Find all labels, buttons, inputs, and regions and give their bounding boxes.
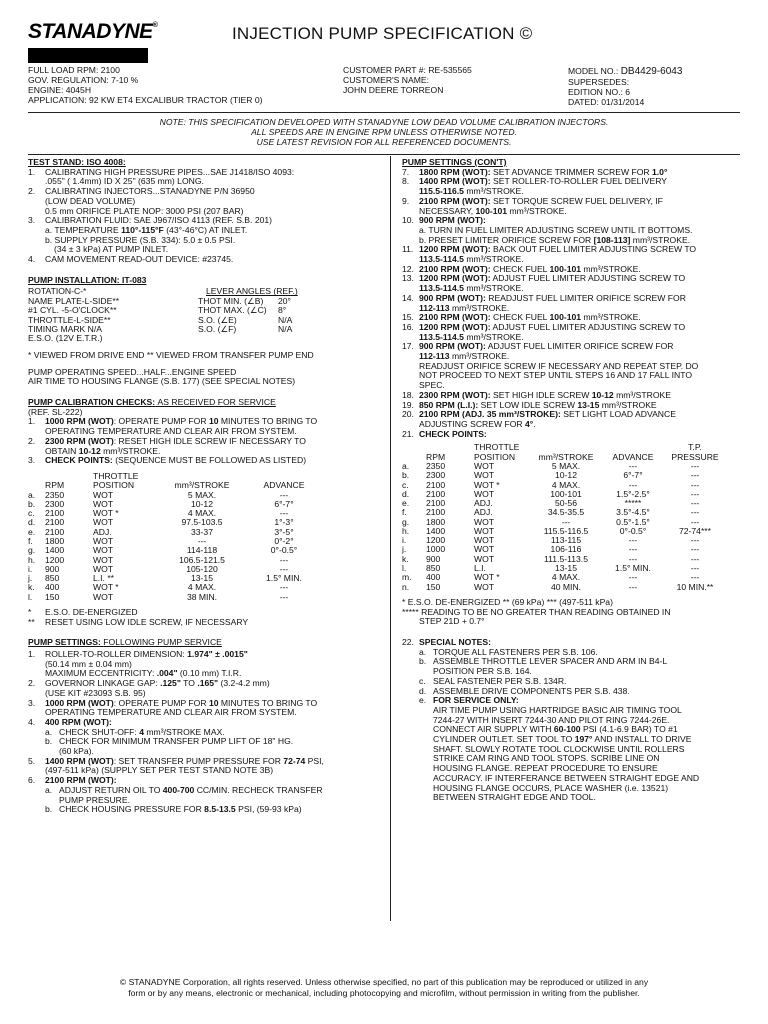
- column-divider: [390, 156, 391, 921]
- table-cell: ---: [628, 581, 638, 592]
- spec-note: NOTE: THIS SPECIFICATION DEVELOPED WITH STANADYNE LOW DEAD VOLUME CALIBRATION INJECTORS. ALL SPEEDS ARE IN ENGINE RPM UNLESS OTHERWISE NOTED. USE LATEST REVISION FOR ALL REFERENCED DOCUMENTS.: [159, 117, 609, 147]
- table-cell: 10-12: [555, 470, 577, 481]
- column-header: ADVANCE: [612, 451, 654, 462]
- full-load-rpm: FULL LOAD RPM: 2100: [28, 65, 120, 75]
- table-cell: ---: [279, 591, 289, 602]
- table-cell: ADJ.: [93, 526, 112, 537]
- registered-mark: ®: [152, 22, 158, 29]
- left-column: [28, 158, 384, 819]
- table-cell: WOT: [93, 554, 114, 565]
- table-cell: 105-120: [186, 563, 218, 574]
- table-cell: 2300: [45, 498, 65, 509]
- table-cell: 38 MIN.: [186, 591, 218, 602]
- table-cell: 1.5° MIN.: [266, 573, 302, 584]
- table-cell: 1.5°-2.5°: [616, 488, 650, 499]
- table-cell: WOT: [474, 470, 495, 481]
- table-cell: ---: [628, 553, 638, 564]
- table-cell: WOT: [93, 591, 114, 602]
- lever-angle-table: NAME PLATE-L-SIDE** THOT MIN. (∠B) 20° #1 CYL. -5-O'CLOCK** THOT MAX. (∠C) 8° THROTTLE-L-SIDE** S.O. (∠E) N/A TIMING MARK N/A S.O. (∠F) N/A: [28, 296, 293, 334]
- table-cell: 50-56: [555, 498, 577, 509]
- table-cell: 97.5-103.5: [181, 517, 223, 528]
- table-cell: 2100: [45, 508, 65, 519]
- table-cell: g.: [28, 545, 36, 556]
- table-cell: WOT: [474, 516, 495, 527]
- table-cell: 1000: [426, 544, 446, 555]
- table-cell: k.: [402, 553, 409, 564]
- table-cell: ---: [690, 498, 700, 509]
- table-cell: 2350: [426, 460, 446, 471]
- column-header: mm³/STROKE: [174, 480, 230, 491]
- table-row: [402, 583, 726, 592]
- pump-settings-heading: PUMP SETTINGS: FOLLOWING PUMP SERVICE: [28, 637, 222, 648]
- table-cell: *****: [624, 498, 642, 509]
- table-cell: 2100: [426, 498, 446, 509]
- table-cell: d.: [28, 517, 36, 528]
- table-cell: 4 MAX.: [187, 582, 217, 593]
- column-header: [402, 443, 426, 462]
- table-cell: 1.5° MIN.: [615, 563, 651, 574]
- table-cell: 40 MIN.: [550, 581, 582, 592]
- pump-settings-cont-heading: PUMP SETTINGS (CON'T): [402, 157, 507, 167]
- column-header: THROTTLE POSITION: [474, 442, 520, 462]
- model-number-value: DB4429-6043: [620, 66, 683, 77]
- table-cell: WOT: [474, 553, 495, 564]
- table-cell: g.: [402, 516, 410, 527]
- edition: EDITION NO.: 6: [568, 86, 631, 97]
- table-cell: WOT: [93, 535, 114, 546]
- test-stand-heading: TEST STAND: ISO 4008:: [28, 157, 126, 167]
- table-cell: ---: [690, 479, 700, 490]
- table-cell: WOT *: [93, 582, 119, 593]
- table-cell: ADJ.: [474, 498, 493, 509]
- stanadyne-logo: [28, 20, 158, 63]
- table-cell: f.: [28, 535, 33, 546]
- table-cell: 106.5-121.5: [179, 554, 225, 565]
- table-cell: WOT: [474, 544, 495, 555]
- table-cell: 0°-0.5°: [619, 525, 647, 536]
- table-cell: b.: [28, 498, 36, 509]
- table-cell: ---: [690, 470, 700, 481]
- application: APPLICATION: 92 KW ET4 EXCALIBUR TRACTOR (TIER 0): [28, 94, 263, 105]
- table-cell: 111.5-113.5: [544, 553, 588, 564]
- table-cell: WOT: [474, 581, 495, 592]
- table-cell: 1400: [426, 525, 446, 536]
- table-row: [28, 574, 319, 583]
- table-cell: 900: [426, 553, 441, 564]
- table-cell: 100-101: [550, 488, 582, 499]
- table-cell: WOT: [93, 517, 114, 528]
- customer-part: CUSTOMER PART #: RE-535565: [343, 65, 472, 75]
- table-cell: 114-118: [186, 545, 218, 556]
- table-cell: 1°-3°: [274, 517, 294, 528]
- column-header: mm³/STROKE: [538, 451, 594, 462]
- table-cell: ---: [690, 507, 700, 518]
- table-cell: ---: [690, 572, 700, 583]
- column-header: RPM: [426, 451, 446, 462]
- table-cell: 6°-7°: [274, 498, 294, 509]
- table-row: [28, 556, 319, 565]
- table-cell: j.: [402, 544, 407, 555]
- table-cell: 4 MAX.: [551, 479, 581, 490]
- supersedes: SUPERSEDES:: [568, 76, 630, 87]
- table-cell: ---: [561, 516, 571, 527]
- table-cell: 1200: [426, 535, 446, 546]
- table-cell: ---: [690, 563, 700, 574]
- calibration-heading: PUMP CALIBRATION CHECKS: AS RECEIVED FOR SERVICE: [28, 397, 276, 408]
- table-cell: ---: [690, 535, 700, 546]
- table-cell: 6°-7°: [623, 470, 643, 481]
- gov-regulation: GOV. REGULATION: 7-10 %: [28, 74, 139, 85]
- table-cell: 0°-2°: [274, 535, 294, 546]
- table-cell: L.I.: [474, 563, 486, 574]
- table-cell: ---: [628, 479, 638, 490]
- table-cell: 0°-0.5°: [270, 545, 298, 556]
- column-header: ADVANCE: [263, 480, 305, 491]
- table-cell: 3.5°-4.5°: [616, 507, 650, 518]
- table-cell: e.: [402, 498, 410, 509]
- dated: DATED: 01/31/2014: [568, 96, 645, 107]
- table-cell: 2350: [45, 489, 65, 500]
- table-cell: 2100: [426, 479, 446, 490]
- table-row: [28, 500, 319, 509]
- table-cell: WOT: [474, 525, 495, 536]
- table-cell: l.: [28, 591, 33, 602]
- table-row: [28, 583, 319, 592]
- right-column: [402, 158, 742, 807]
- installation-section: PUMP INSTALLATION: IT-083 ROTATION-C-* LEVER ANGLES (REF.) NAME PLATE-L-SIDE** THOT MIN. (∠B) 20° #1 CYL. -5-O'CLOCK** THOT MAX. (∠C) 8° THROTTLE-L-SIDE** S.O. (∠E) N/A TIMING MARK N/A S.O. (∠F) N/A E.S.O. (12V E.T.R.) * VIEWED FROM DRIVE END ** VIEWED FROM TRANSFER PUMP END PUMP OPERATING SPEED...HALF...ENGINE SPEED AIR TIME TO HOUSING FLANGE (S.B. 177) (SEE SPECIAL NOTES): [28, 276, 384, 387]
- pump-settings-cont-section: PUMP SETTINGS (CON'T) 7. 1800 RPM (WOT): SET ADVANCE TRIMMER SCREW FOR 1.0° 8. 1400 RPM (WOT): SET ROLLER-TO-ROLLER FUEL DELIVERY 115.5-116.5 mm³/STROKE. 9. 2100 RPM (WOT): SET TORQUE SCREW FUEL DELIVERY, IF NECESSARY, 100-101 mm³/STROKE. 10. 900 RPM (WOT): a. TURN IN FUEL LIMITER ADJUSTING SCREW UNTIL IT BOTTOMS. b. PRESET LIMITER ORIFICE SCREW FOR [108-113] mm³/STROKE. 11. 1200 RPM (WOT): BACK OUT FUEL LIMITER ADJUSTING SCREW TO 113.5-114.5 mm³/STROKE. 12. 2100 RPM (WOT): CHECK FUEL 100-101 mm³/STROKE. 13. 1200 RPM (WOT): ADJUST FUEL LIMITER ADJUSTING SCREW TO 113.5-114.5 mm³/STROKE. 14. 900 RPM (WOT): READJUST FUEL LIMITER ORIFICE SCREW FOR 112-113 mm³/STROKE. 15. 2100 RPM (WOT): CHECK FUEL 100-101 mm³/STROKE. 16. 1200 RPM (WOT): ADJUST FUEL LIMITER ADJUSTING SCREW TO 113.5-114.5 mm³/STROKE. 17. 900 RPM (WOT): ADJUST FUEL LIMITER ORIFICE SCREW FOR 112-113 mm³/STROKE. READJUST ORIFICE SCREW IF NECESSARY AND REPEAT STEP. DO NOT PROCEED TO NEXT STEP UNTIL STEPS 16 AND 17 FALL INTO SPEC. 18. 2300 RPM (WOT): SET HIGH IDLE SCREW 10-12 mm³/STROKE 19. 850 RPM (L.I.): SET LOW IDLE SCREW 13-15 mm³/STROKE 20. 2100 RPM (ADJ. 35 mm³/STROKE): SET LIGHT LOAD ADVANCE ADJUSTING SCREW FOR 4°. 21. CHECK POINTS: RPM THROTTLE POSITION mm³/STROKE ADVANCE T.P. PRESSURE a. 2350 WOT 5 MAX. --- --- b. 2300 WOT 10-12 6°-7° --- c. 2100 WOT * 4 MAX. --- --- d. 2100 WOT 100-101 1.5°-2.5° --- e. 2100 ADJ. 50-56 ***** --- f. 2100 ADJ. 34.5-35.5 3.5°-4.5° --- g. 1800 WOT --- 0.5°-1.5° --- h. 1400 WOT 115.5-116.5 0°-0.5° 72-74*** i. 1200 WOT 113-115 --- --- j. 1000 WOT 106-116 --- --- k. 900 WOT 111.5-113.5 --- --- l. 850 L.I. 13-15 1.5° MIN. --- m. 400 WOT * 4 MAX. --- --- n. 150 WOT 40 MIN. --- 10 MIN.** * E.S.O. DE-ENERGIZED ** (69 kPa) *** (497-511 kPa) ***** READING TO BE NO GREATER THAN READING OBTAINED IN STEP 21D + 0.7°: [402, 158, 742, 627]
- table-cell: L.I. **: [93, 573, 115, 584]
- header-rule: [28, 112, 740, 113]
- table-cell: WOT *: [474, 572, 500, 583]
- table-cell: ---: [628, 460, 638, 471]
- table-cell: 150: [426, 581, 441, 592]
- table-cell: WOT *: [93, 508, 119, 519]
- calibration-section: PUMP CALIBRATION CHECKS: AS RECEIVED FOR SERVICE (REF. SL-222) 1. 1000 RPM (WOT): OPERATE PUMP FOR 10 MINUTES TO BRING TO OPERATING TEMPERATURE AND CLEAR AIR FROM SYSTEM. 2. 2300 RPM (WOT): RESET HIGH IDLE SCREW IF NECESSARY TO OBTAIN 10-12 mm³/STROKE. 3. CHECK POINTS: (SEQUENCE MUST BE FOLLOWED AS LISTED) RPM THROTTLE POSITION mm³/STROKE ADVANCE a. 2350 WOT 5 MAX. --- b. 2300 WOT 10-12 6°-7° c. 2100 WOT * 4 MAX. --- d. 2100 WOT 97.5-103.5 1°-3° e. 2100 ADJ. 33-37 3°-5° f. 1800 WOT --- 0°-2° g. 1400 WOT 114-118 0°-0.5° h. 1200 WOT 106.5-121.5 --- i. 900 WOT 105-120 --- j. 850 L.I. ** 13-15 1.5° MIN. k. 400 WOT * 4 MAX. --- l. 150 WOT 38 MIN. --- * E.S.O. DE-ENERGIZED ** RESET USING LOW IDLE SCREW, IF NECESSARY: [28, 398, 384, 627]
- table-cell: ADJ.: [474, 507, 493, 518]
- logo-wordmark: STANADYNE®: [28, 20, 158, 43]
- table-cell: WOT: [474, 460, 495, 471]
- model-number: MODEL NO.: DB4429-6043: [568, 66, 683, 77]
- table-cell: j.: [28, 573, 33, 584]
- table-cell: c.: [402, 479, 409, 490]
- table-cell: 150: [45, 591, 60, 602]
- table-cell: 5 MAX.: [551, 460, 581, 471]
- table-cell: 1800: [426, 516, 446, 527]
- table-cell: e.: [28, 526, 36, 537]
- table-cell: 13-15: [555, 563, 577, 574]
- table-cell: 1400: [45, 545, 65, 556]
- header-model-info: [568, 66, 758, 108]
- table-cell: WOT: [93, 498, 114, 509]
- table-cell: 2100: [45, 526, 65, 537]
- table-cell: ---: [690, 460, 700, 471]
- table-header-row: [28, 472, 319, 491]
- column-header: [28, 472, 45, 491]
- table-cell: WOT: [474, 488, 495, 499]
- check-points-footnote: * E.S.O. DE-ENERGIZED ** (69 kPa) *** (497-511 kPa): [402, 596, 613, 607]
- table-cell: 115.5-116.5: [543, 525, 589, 536]
- table-cell: ---: [279, 563, 289, 574]
- table-cell: 2100: [45, 517, 65, 528]
- table-cell: WOT: [474, 535, 495, 546]
- table-cell: ---: [690, 553, 700, 564]
- table-cell: WOT: [93, 545, 114, 556]
- customer-name: JOHN DEERE TORREON: [343, 84, 444, 95]
- table-cell: 0.5°-1.5°: [616, 516, 650, 527]
- table-cell: 4 MAX.: [551, 572, 581, 583]
- check-points-table: [402, 443, 726, 592]
- column-header: T.P. PRESSURE: [671, 442, 719, 462]
- table-cell: 13-15: [191, 573, 213, 584]
- table-cell: 10 MIN.**: [676, 581, 714, 592]
- table-cell: ---: [690, 544, 700, 555]
- table-cell: ---: [628, 544, 638, 555]
- table-cell: 1800: [45, 535, 65, 546]
- table-cell: ---: [628, 535, 638, 546]
- table-cell: 400: [45, 582, 60, 593]
- table-cell: a.: [28, 489, 36, 500]
- table-cell: 1200: [45, 554, 65, 565]
- table-cell: f.: [402, 507, 407, 518]
- table-cell: 2100: [426, 507, 446, 518]
- table-cell: 4 MAX.: [187, 508, 217, 519]
- special-notes-section: 22. SPECIAL NOTES: a. TORQUE ALL FASTENERS PER S.B. 106. b. ASSEMBLE THROTTLE LEVER SPACER AND ARM IN B4-L POSITION PER S.B. 164. c. SEAL FASTENER PER S.B. 134R. d. ASSEMBLE DRIVE COMPONENTS PER S.B. 438. e. FOR SERVICE ONLY: AIR TIME PUMP USING HARTRIDGE BASIC AIR TIMING TOOL 7244-27 WITH INSERT 7244-30 AND PILOT RING 7244-26E. CONNECT AIR SUPPLY WITH 60-100 PSI (4.1-6.9 BAR) TO #1 CYLINDER OUTLET. SET TOOL TO 197° AND INSTALL TO DRIVE SHAFT. SLOWLY ROTATE TOOL CLOCKWISE UNTIL ROLLERS STRIKE CAM RING AND TOOL STOPS. SCRIBE LINE ON HOUSING FLANGE. REPEAT PROCEDURE TO ENSURE ACCURACY. IF INTERFERANCE BETWEEN STRAIGHT EDGE AND HOUSING FLANGE OCCURS, PLACE WASHER (i.e. 13521) BETWEEN STRAIGHT EDGE AND TOOL.: [402, 638, 742, 803]
- pump-settings-section: PUMP SETTINGS: FOLLOWING PUMP SERVICE 1. ROLLER-TO-ROLLER DIMENSION: 1.974" ± .0015" (50.14 mm ± 0.04 mm) MAXIMUM ECCENTRICITY: .004" (0.10 mm) T.I.R. 2. GOVERNOR LINKAGE GAP: .125" TO .165" (3.2-4.2 mm) (USE KIT #23093 S.B. 95) 3. 1000 RPM (WOT): OPERATE PUMP FOR 10 MINUTES TO BRING TO OPERATING TEMPERATURE AND CLEAR AIR FROM SYSTEM. 4. 400 RPM (WOT): a. CHECK SHUT-OFF: 4 mm³/STROKE MAX. b. CHECK FOR MINIMUM TRANSFER PUMP LIFT OF 18" HG. (60 kPa). 5. 1400 RPM (WOT): SET TRANSFER PUMP PRESSURE FOR 72-74 PSI, (497-511 kPa) (SUPPLY SET PER TEST STAND NOTE 3B) 6. 2100 RPM (WOT): a. ADJUST RETURN OIL TO 400-700 CC/MIN. RECHECK TRANSFER PUMP PRESURE. b. CHECK HOUSING PRESSURE FOR 8.5-13.5 PSI, (59-93 kPa): [28, 638, 384, 815]
- table-cell: 850: [426, 563, 441, 574]
- table-cell: ---: [279, 582, 289, 593]
- table-cell: k.: [28, 582, 35, 593]
- table-cell: 400: [426, 572, 441, 583]
- table-cell: ---: [279, 554, 289, 565]
- table-cell: h.: [28, 554, 36, 565]
- table-header-row: [402, 443, 726, 462]
- table-cell: m.: [402, 572, 412, 583]
- table-cell: l.: [402, 563, 407, 574]
- table-cell: WOT: [93, 489, 114, 500]
- table-cell: c.: [28, 508, 35, 519]
- table-cell: n.: [402, 581, 410, 592]
- table-cell: 10-12: [191, 498, 213, 509]
- document-title: INJECTION PUMP SPECIFICATION ©: [232, 24, 533, 43]
- column-header: THROTTLE POSITION: [93, 471, 139, 491]
- table-cell: 34.5-35.5: [547, 507, 585, 518]
- table-cell: 2300: [426, 470, 446, 481]
- table-cell: 33-37: [191, 526, 213, 537]
- table-cell: WOT *: [474, 479, 500, 490]
- table-cell: 5 MAX.: [187, 489, 217, 500]
- table-cell: 850: [45, 573, 60, 584]
- header-customer-info: [343, 66, 563, 96]
- table-cell: ---: [690, 488, 700, 499]
- table-row: [28, 593, 319, 602]
- engine: ENGINE: 4045H: [28, 84, 92, 95]
- table-cell: i.: [28, 563, 33, 574]
- table-cell: 106-116: [550, 544, 582, 555]
- copyright-footer: © STANADYNE Corporation, all rights reserved. Unless otherwise specified, no part of this publication may be reproduced or utilized in any form or by any means, electronic or mechanical, including photocopying and microfilm, without permission in writing from the publisher.: [119, 977, 649, 998]
- special-notes-heading: SPECIAL NOTES:: [419, 637, 491, 647]
- table-cell: 2100: [426, 488, 446, 499]
- table-cell: ---: [279, 489, 289, 500]
- table-cell: ---: [690, 516, 700, 527]
- table-cell: a.: [402, 460, 410, 471]
- table-cell: 72-74***: [678, 525, 711, 536]
- calibration-checkpoint-table: [28, 472, 319, 602]
- table-cell: 113-115: [550, 535, 582, 546]
- table-cell: i.: [402, 535, 407, 546]
- header-engine-info: [28, 66, 338, 106]
- table-cell: ---: [279, 508, 289, 519]
- customer-name-label: CUSTOMER'S NAME:: [343, 74, 429, 85]
- table-cell: 900: [45, 563, 60, 574]
- table-row: [28, 546, 319, 555]
- logo-bar: [28, 48, 148, 63]
- table-cell: WOT: [93, 563, 114, 574]
- table-cell: d.: [402, 488, 410, 499]
- installation-heading: PUMP INSTALLATION: IT-083: [28, 274, 147, 285]
- table-cell: ---: [197, 535, 207, 546]
- table-cell: 3°-5°: [274, 526, 294, 537]
- column-header: RPM: [45, 480, 65, 491]
- test-stand-section: TEST STAND: ISO 4008: 1. CALIBRATING HIGH PRESSURE PIPES...SAE J1418/ISO 4093: .055" ( 1.4mm) ID X 25" (635 mm) LONG. 2. CALIBRATING INJECTORS...STANADYNE P/N 36950 (LOW DEAD VOLUME) 0.5 mm ORIFICE PLATE NOP: 3000 PSI (207 BAR) 3. CALIBRATION FLUID: SAE J967/ISO 4113 (REF. S.B. 201) a. TEMPERATURE 110°-115°F (43°-46°C) AT INLET. b. SUPPLY PRESSURE (S.B. 334): 5.0 ± 0.5 PSI. (34 ± 3 kPa) AT PUMP INLET. 4. CAM MOVEMENT READ-OUT DEVICE: #23745.: [28, 158, 384, 265]
- table-cell: h.: [402, 525, 410, 536]
- table-cell: b.: [402, 470, 410, 481]
- note-rule: [28, 154, 740, 155]
- table-cell: ---: [628, 572, 638, 583]
